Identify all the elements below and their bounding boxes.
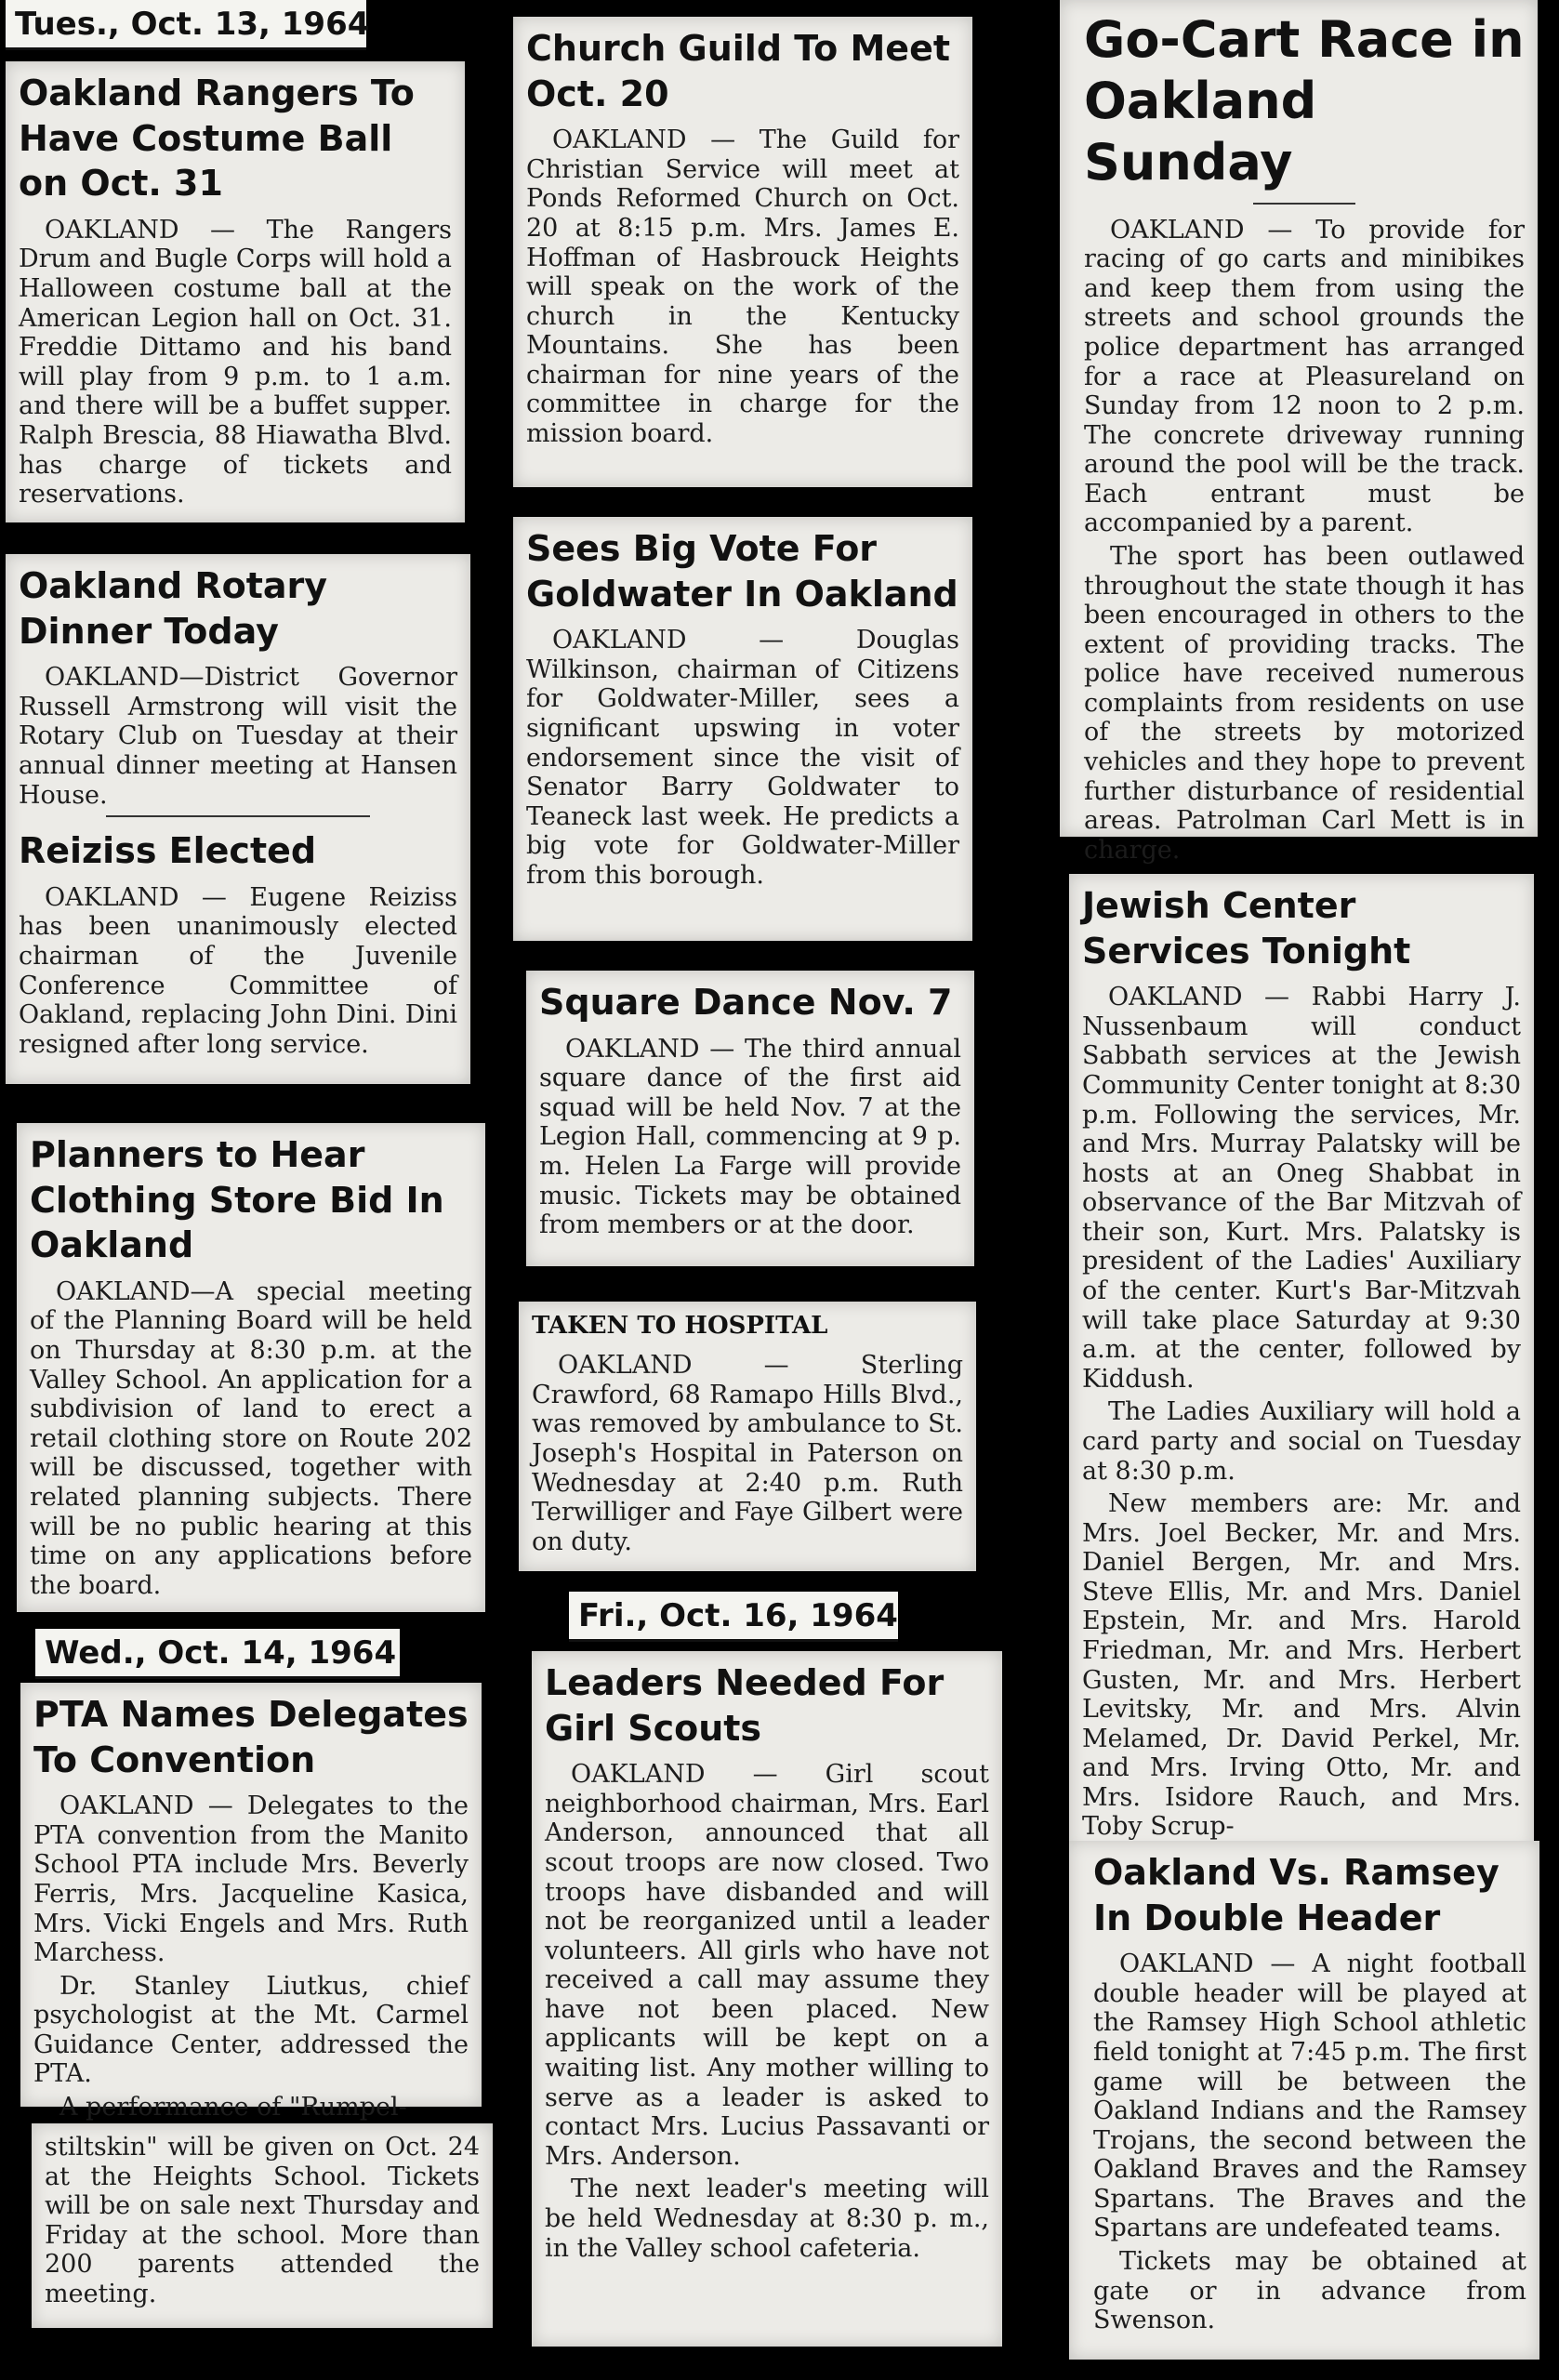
article-body: The Ladies Auxiliary will hold a card party and social on Tuesday at 8:30 p.m. (1082, 1397, 1521, 1486)
article-body: New members are: Mr. and Mrs. Joel Becker, Mr. and Mrs. Daniel Bergen, Mr. and Mrs. Steve Ellis, Mr. and Mrs. Daniel Epstein, Mr. and Mrs. Harold Friedman, Mr. and Mrs. Herbert Gusten, Mr. and Mrs. Herbert Levitsky, Mr. and Mrs. Alvin Melamed, Dr. David Perkel, Mr. and Mrs. Irving Otto, Mr. and Mrs. Isidore Rauch, and Mrs. Toby Scrup- (1082, 1489, 1521, 1842)
article-jewish-center (1069, 874, 1534, 1852)
article-body: OAKLAND—District Governor Russell Armstrong will visit the Rotary Club on Tuesday at their annual dinner meeting at Hansen House. (19, 663, 457, 810)
article-headline: Oakland Rangers To Have Costume Ball on Oct. 31 (19, 73, 415, 205)
article-body: stiltskin" will be given on Oct. 24 at the Heights School. Tickets will be on sale next Thursday and Friday at the school. More than 200 parents attended the meeting. (45, 2133, 480, 2308)
article-rangers (6, 61, 465, 522)
article-body: Dr. Stanley Liutkus, chief psychologist at the Mt. Carmel Guidance Center, addressed the PTA. (33, 1971, 469, 2089)
article-body: OAKLAND—A special meeting of the Planning Board will be held on Thursday at 8:30 p.m. at the Valley School. An application for a subdivision of land to erect a retail clothing store on Route 202 will be discussed, together with related planning subjects. There will be no public hearing at this time on any applications before the board. (30, 1276, 472, 1600)
article-body: OAKLAND — Douglas Wilkinson, chairman of Citizens for Goldwater-Miller, sees a significant upswing in voter endorsement since the visit of Senator Barry Goldwater to Teaneck last week. He predicts a big vote for Goldwater-Miller from this borough. (526, 626, 959, 890)
article-body: A performance of "Rumpel- (59, 2093, 407, 2122)
article-body: OAKLAND — Rabbi Harry J. Nussenbaum will conduct Sabbath services at the Jewish Community Center tonight at 8:30 p.m. Following the services, Mr. and Mrs. Murray Palatsky will be hosts at an Oneg Shabbat in observance of the Bar Mitzvah of their son, Kurt. Mrs. Palatsky is president of the Ladies' Auxiliary of the center. Kurt's Bar-Mitzvah will take place Saturday at 9:30 a.m. at the center, followed by Kiddush. (1082, 983, 1521, 1394)
article-headline: Reiziss Elected (19, 830, 317, 872)
article-rotary-reiziss (6, 554, 470, 1084)
article-headline: Leaders Needed For Girl Scouts (545, 1662, 945, 1749)
article-gocart (1060, 0, 1538, 865)
article-body: OAKLAND — Eugene Reiziss has been unanimously elected chairman of the Juvenile Conference Committee of Oakland, replacing John Dini. Dini resigned after long service. (19, 882, 457, 1059)
article-guild (513, 17, 972, 487)
divider (106, 815, 369, 817)
article-planners (17, 1123, 485, 1612)
article-football (1069, 1841, 1539, 2360)
date-tues: Tues., Oct. 13, 1964 (6, 0, 366, 50)
article-body: OAKLAND — A night football double header will be played at the Ramsey High School athletic field tonight at 7:45 p.m. The first game will be between the Oakland Indians and the Ramsey Trojans, the second between the Oakland Braves and the Ramsey Spartans. The Braves and the Spartans are undefeated teams. (1093, 1950, 1526, 2243)
article-pta (20, 1683, 482, 2122)
divider (1253, 203, 1355, 205)
article-headline: Jewish Center Services Tonight (1082, 885, 1411, 972)
article-body: OAKLAND — To provide for racing of go carts and minibikes and keep them from using the streets and school grounds the police department has arranged for a race at Pleasureland on Sunday from 12 noon to 2 p.m. The concrete driveway running around the pool will be the track. Each entrant must be accompanied by a parent. (1084, 215, 1525, 538)
date-wed: Wed., Oct. 14, 1964 (35, 1629, 400, 1679)
article-body: OAKLAND — The third annual square dance of the first aid squad will be held Nov. 7 at the Legion Hall, commencing at 9 p. m. Helen La Farge will provide music. Tickets may be obtained from members or at the door. (539, 1034, 961, 1240)
article-headline: Go-Cart Race in Oakland Sunday (1084, 10, 1525, 192)
article-headline: Church Guild To Meet Oct. 20 (526, 28, 950, 114)
article-body: OAKLAND — Girl scout neighborhood chairman, Mrs. Earl Anderson, announced that all scout troops are now closed. Two troops have disbanded and will not be reorganized until a leader volunteers. All girls who have not received a call may assume they have not been placed. New applicants will be kept on a waiting list. Any mother willing to serve as a leader is asked to contact Mrs. Lucius Passavanti or Mrs. Anderson. (545, 1760, 989, 2171)
article-body: OAKLAND — Delegates to the PTA convention from the Manito School PTA include Mrs. Beverly Ferris, Mrs. Jacqueline Kasica, Mrs. Vicki Engels and Mrs. Ruth Marchess. (33, 1792, 469, 1968)
article-body: OAKLAND — The Guild for Christian Service will meet at Ponds Reformed Church on Oct. 20 at 8:15 p.m. Mrs. James E. Hoffman of Hasbrouck Heights will speak on the work of the church in the Kentucky Mountains. She has been chairman for nine years of the committee in charge for the mission board. (526, 126, 959, 449)
article-headline: Square Dance Nov. 7 (539, 982, 953, 1023)
article-body: The next leader's meeting will be held Wednesday at 8:30 p. m., in the Valley school cafeteria. (545, 2175, 989, 2263)
article-body: The sport has been outlawed throughout the state though it has been encouraged in others to the extent of providing tracks. The police have received numerous complaints from residents on use of the streets by motorized vehicles and they hope to prevent further disturbance of residential areas. Patrolman Carl Mett is in charge. (1084, 541, 1525, 865)
article-headline: TAKEN TO HOSPITAL (532, 1312, 828, 1340)
date-fri: Fri., Oct. 16, 1964 (569, 1592, 898, 1642)
article-body: Tickets may be obtained at gate or in advance from Swenson. (1093, 2247, 1526, 2335)
article-hospital (519, 1302, 976, 1571)
article-headline: PTA Names Delegates To Convention (33, 1694, 469, 1780)
article-scouts (532, 1651, 1002, 2347)
article-goldwater (513, 517, 972, 941)
article-body: OAKLAND — Sterling Crawford, 68 Ramapo Hills Blvd., was removed by ambulance to St. Joseph's Hospital in Paterson on Wednesday at 2:40 p.m. Ruth Terwilliger and Faye Gilbert were on duty. (532, 1351, 963, 1556)
article-headline: Sees Big Vote For Goldwater In Oakland (526, 528, 958, 615)
article-pta-continued (32, 2123, 493, 2328)
article-body: OAKLAND — The Rangers Drum and Bugle Corps will hold a Halloween costume ball at the American Legion hall on Oct. 31. Freddie Dittamo and his band will play from 9 p.m. to 1 a.m. and there will be a buffet supper. Ralph Brescia, 88 Hiawatha Blvd. has charge of tickets and reservations. (19, 215, 452, 509)
article-headline: Oakland Vs. Ramsey In Double Header (1093, 1852, 1500, 1938)
article-headline: Oakland Rotary Dinner Today (19, 565, 328, 652)
article-square-dance (526, 971, 974, 1266)
article-headline: Planners to Hear Clothing Store Bid In Oakland (30, 1134, 444, 1266)
